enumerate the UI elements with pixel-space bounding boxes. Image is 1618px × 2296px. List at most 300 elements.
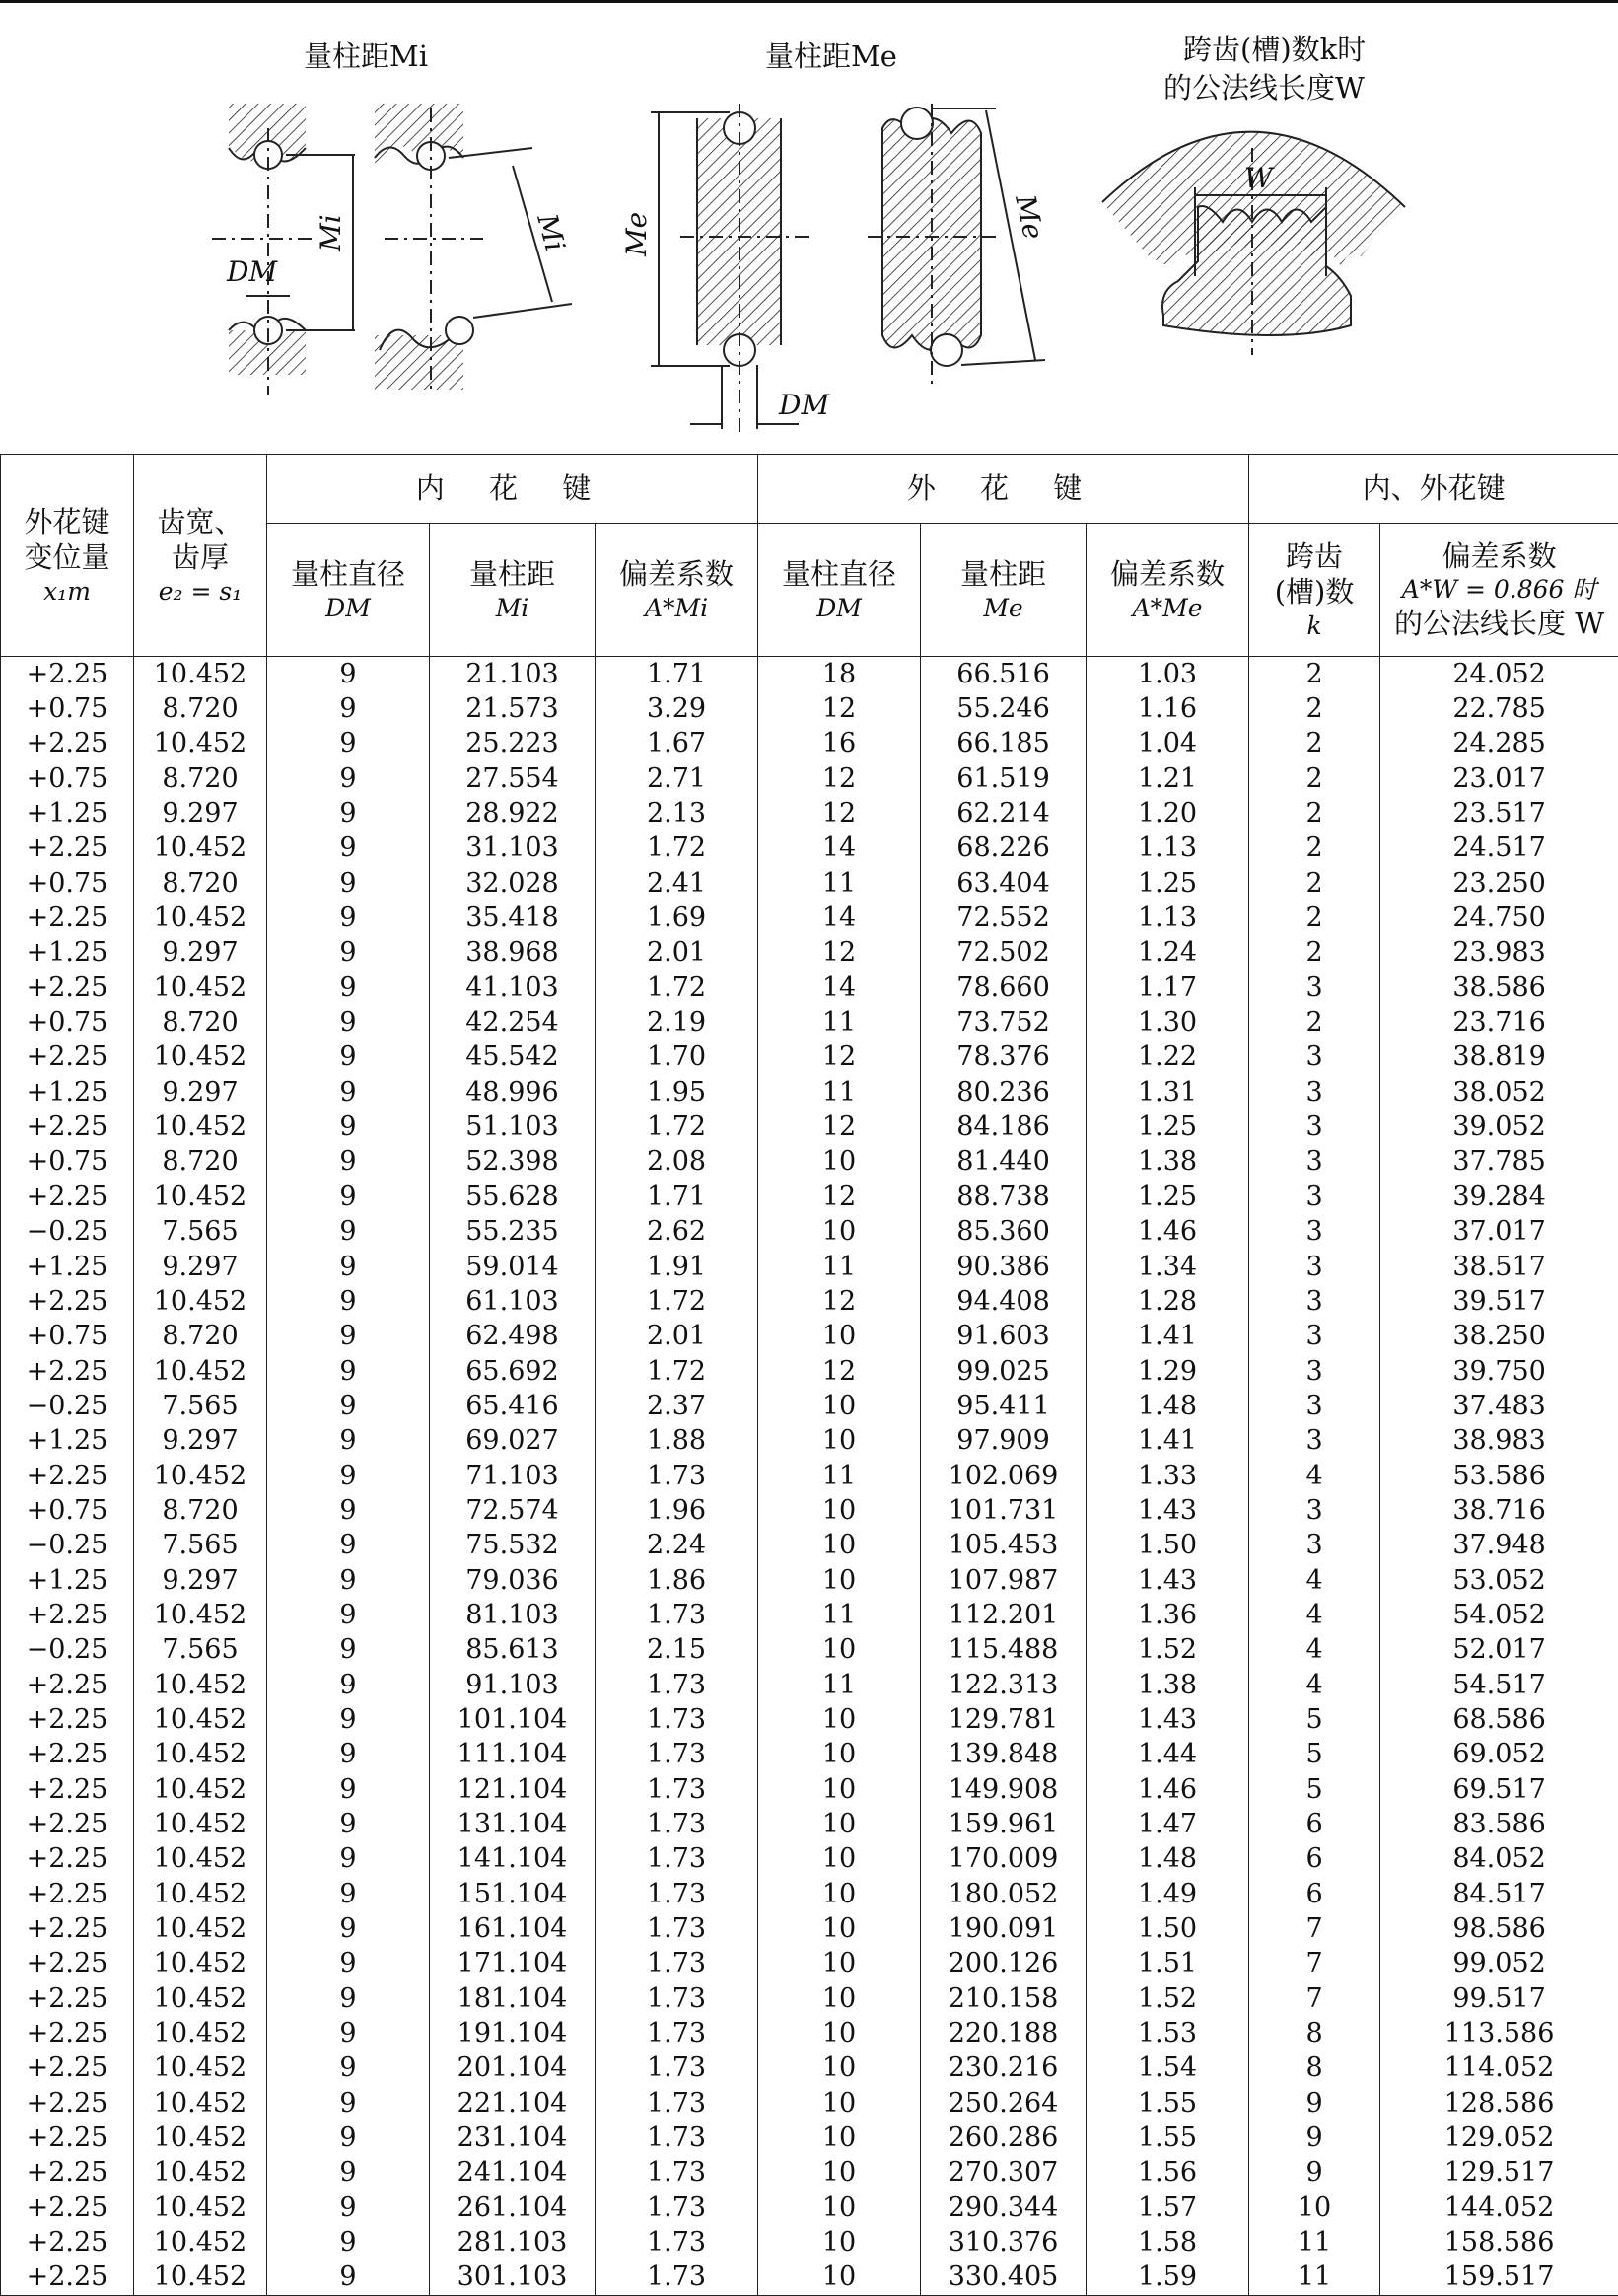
table-cell: 12 bbox=[758, 1354, 921, 1389]
table-cell: 12 bbox=[758, 1284, 921, 1319]
table-row bbox=[1, 2051, 1618, 2086]
table-cell: 170.009 bbox=[921, 1842, 1087, 1877]
table-cell: 129.781 bbox=[921, 1702, 1087, 1737]
table-cell: 3 bbox=[1249, 1215, 1380, 1250]
table-cell: +2.25 bbox=[1, 657, 134, 692]
table-cell: 2.19 bbox=[596, 1005, 758, 1040]
table-cell: 1.55 bbox=[1087, 2120, 1249, 2155]
table-cell: 39.750 bbox=[1380, 1354, 1618, 1389]
table-body bbox=[1, 657, 1618, 2296]
table-cell: 95.411 bbox=[921, 1389, 1087, 1423]
table-cell: 1.73 bbox=[596, 1772, 758, 1807]
table-cell: 1.48 bbox=[1087, 1842, 1249, 1877]
table-cell: 9 bbox=[267, 2225, 430, 2260]
table-cell: 122.313 bbox=[921, 1668, 1087, 1702]
table-cell: 144.052 bbox=[1380, 2190, 1618, 2225]
table-cell: 3 bbox=[1249, 1320, 1380, 1354]
table-cell: 1.52 bbox=[1087, 1981, 1249, 2016]
table-cell: 1.44 bbox=[1087, 1738, 1249, 1772]
table-cell: 9.297 bbox=[134, 1250, 267, 1284]
table-cell: 14 bbox=[758, 970, 921, 1005]
label-mi-2: Mi bbox=[530, 210, 572, 255]
table-cell: 1.25 bbox=[1087, 866, 1249, 900]
table-cell: 11 bbox=[758, 1075, 921, 1110]
table-cell: 52.017 bbox=[1380, 1633, 1618, 1668]
table-cell: 1.38 bbox=[1087, 1668, 1249, 1702]
table-cell: 18 bbox=[758, 657, 921, 692]
table-cell: 2.01 bbox=[596, 1320, 758, 1354]
table-row bbox=[1, 1877, 1618, 1911]
table-row bbox=[1, 796, 1618, 830]
table-cell: 14 bbox=[758, 831, 921, 866]
table-cell: 12 bbox=[758, 761, 921, 796]
table-cell: 1.25 bbox=[1087, 1180, 1249, 1214]
table-cell: +2.25 bbox=[1, 1807, 134, 1841]
table-cell: 69.517 bbox=[1380, 1772, 1618, 1807]
table-cell: 5 bbox=[1249, 1738, 1380, 1772]
table-row bbox=[1, 2260, 1618, 2296]
table-cell: 99.025 bbox=[921, 1354, 1087, 1389]
table-cell: 159.517 bbox=[1380, 2260, 1618, 2296]
table-cell: 1.73 bbox=[596, 1807, 758, 1841]
table-cell: 12 bbox=[758, 1180, 921, 1214]
table-cell: 171.104 bbox=[430, 1947, 596, 1981]
table-cell: 3 bbox=[1249, 1075, 1380, 1110]
table-cell: 3 bbox=[1249, 1424, 1380, 1459]
table-cell: 1.72 bbox=[596, 1110, 758, 1144]
table-cell: 9 bbox=[267, 1877, 430, 1911]
table-cell: 71.103 bbox=[430, 1459, 596, 1493]
header-mi: 量柱距 Mi bbox=[430, 524, 596, 657]
table-cell: +2.25 bbox=[1, 1981, 134, 2016]
table-cell: 290.344 bbox=[921, 2190, 1087, 2225]
table-cell: 16 bbox=[758, 727, 921, 761]
table-cell: 10.452 bbox=[134, 1738, 267, 1772]
table-cell: +2.25 bbox=[1, 970, 134, 1005]
table-cell: 158.586 bbox=[1380, 2225, 1618, 2260]
table-cell: 101.731 bbox=[921, 1493, 1087, 1528]
table-cell: 12 bbox=[758, 1110, 921, 1144]
table-cell: 8.720 bbox=[134, 1320, 267, 1354]
table-cell: 10.452 bbox=[134, 1284, 267, 1319]
table-cell: 301.103 bbox=[430, 2260, 596, 2296]
table-cell: 1.73 bbox=[596, 2016, 758, 2050]
table-row bbox=[1, 1668, 1618, 1702]
table-cell: 9 bbox=[267, 1459, 430, 1493]
table-row bbox=[1, 900, 1618, 935]
table-cell: 9 bbox=[267, 1005, 430, 1040]
table-cell: 37.948 bbox=[1380, 1529, 1618, 1563]
table-cell: 1.46 bbox=[1087, 1215, 1249, 1250]
table-cell: 78.660 bbox=[921, 970, 1087, 1005]
table-cell: 10.452 bbox=[134, 1354, 267, 1389]
table-row bbox=[1, 727, 1618, 761]
table-cell: +2.25 bbox=[1, 1842, 134, 1877]
table-cell: 9 bbox=[267, 1215, 430, 1250]
table-cell: 27.554 bbox=[430, 761, 596, 796]
table-cell: 68.586 bbox=[1380, 1702, 1618, 1737]
figure-mi bbox=[212, 104, 572, 395]
table-cell: 11 bbox=[758, 1598, 921, 1632]
table-cell: 1.72 bbox=[596, 1354, 758, 1389]
table-cell: 2.37 bbox=[596, 1389, 758, 1423]
table-cell: 1.73 bbox=[596, 1947, 758, 1981]
table-cell: 10.452 bbox=[134, 1702, 267, 1737]
table-cell: 10.452 bbox=[134, 1947, 267, 1981]
table-cell: 3 bbox=[1249, 1250, 1380, 1284]
table-cell: 9.297 bbox=[134, 1563, 267, 1598]
table-cell: 10 bbox=[758, 1702, 921, 1737]
table-cell: 3 bbox=[1249, 1529, 1380, 1563]
table-cell: 151.104 bbox=[430, 1877, 596, 1911]
table-cell: 1.59 bbox=[1087, 2260, 1249, 2296]
table-cell: 10 bbox=[758, 1772, 921, 1807]
table-cell: 69.052 bbox=[1380, 1738, 1618, 1772]
table-cell: 9 bbox=[267, 1284, 430, 1319]
table-cell: 10.452 bbox=[134, 1842, 267, 1877]
table-cell: 5 bbox=[1249, 1702, 1380, 1737]
table-cell: 1.73 bbox=[596, 1911, 758, 1946]
table-cell: 85.360 bbox=[921, 1215, 1087, 1250]
table-cell: 9 bbox=[267, 727, 430, 761]
table-cell: 10.452 bbox=[134, 831, 267, 866]
table-cell: 9 bbox=[267, 2260, 430, 2296]
table-cell: 1.36 bbox=[1087, 1598, 1249, 1632]
table-cell: 10 bbox=[758, 1842, 921, 1877]
table-cell: 35.418 bbox=[430, 900, 596, 935]
caption-mi: 量柱距Mi bbox=[304, 39, 428, 73]
table-row bbox=[1, 1807, 1618, 1841]
table-cell: 2 bbox=[1249, 1005, 1380, 1040]
table-row bbox=[1, 761, 1618, 796]
label-dm-1: DM bbox=[227, 255, 278, 288]
table-cell: 23.716 bbox=[1380, 1005, 1618, 1040]
table-cell: 84.052 bbox=[1380, 1842, 1618, 1877]
table-cell: 1.46 bbox=[1087, 1772, 1249, 1807]
table-row bbox=[1, 657, 1618, 692]
table-cell: 2.15 bbox=[596, 1633, 758, 1668]
table-cell: 8.720 bbox=[134, 691, 267, 726]
table-cell: 121.104 bbox=[430, 1772, 596, 1807]
table-cell: 38.586 bbox=[1380, 970, 1618, 1005]
table-cell: 22.785 bbox=[1380, 691, 1618, 726]
table-cell: 59.014 bbox=[430, 1250, 596, 1284]
table-cell: 39.052 bbox=[1380, 1110, 1618, 1144]
table-cell: 1.30 bbox=[1087, 1005, 1249, 1040]
table-cell: 10.452 bbox=[134, 1180, 267, 1214]
table-cell: 81.103 bbox=[430, 1598, 596, 1632]
table-cell: 1.73 bbox=[596, 2260, 758, 2296]
table-cell: +2.25 bbox=[1, 2225, 134, 2260]
table-cell: +2.25 bbox=[1, 831, 134, 866]
table-cell: 1.38 bbox=[1087, 1145, 1249, 1180]
table-cell: 231.104 bbox=[430, 2120, 596, 2155]
table-cell: 61.519 bbox=[921, 761, 1087, 796]
table-cell: 1.73 bbox=[596, 1981, 758, 2016]
table-cell: 1.67 bbox=[596, 727, 758, 761]
table-cell: 107.987 bbox=[921, 1563, 1087, 1598]
table-cell: 1.73 bbox=[596, 2120, 758, 2155]
table-cell: 9 bbox=[267, 1250, 430, 1284]
table-cell: 330.405 bbox=[921, 2260, 1087, 2296]
table-cell: 38.250 bbox=[1380, 1320, 1618, 1354]
table-cell: 38.517 bbox=[1380, 1250, 1618, 1284]
table-cell: 23.517 bbox=[1380, 796, 1618, 830]
table-cell: +2.25 bbox=[1, 2190, 134, 2225]
table-row bbox=[1, 1493, 1618, 1528]
table-cell: 10 bbox=[758, 2260, 921, 2296]
table-cell: 99.517 bbox=[1380, 1981, 1618, 2016]
table-cell: −0.25 bbox=[1, 1215, 134, 1250]
table-cell: 9 bbox=[267, 1110, 430, 1144]
table-cell: 66.185 bbox=[921, 727, 1087, 761]
table-cell: 54.052 bbox=[1380, 1598, 1618, 1632]
table-cell: 1.25 bbox=[1087, 1110, 1249, 1144]
table-cell: 10.452 bbox=[134, 1981, 267, 2016]
table-cell: 78.376 bbox=[921, 1040, 1087, 1075]
table-cell: 2 bbox=[1249, 727, 1380, 761]
table-row bbox=[1, 1702, 1618, 1737]
table-row bbox=[1, 1424, 1618, 1459]
table-cell: +1.25 bbox=[1, 796, 134, 830]
table-cell: 10 bbox=[758, 1981, 921, 2016]
table-cell: 80.236 bbox=[921, 1075, 1087, 1110]
measurement-figures bbox=[0, 10, 1618, 444]
table-cell: 1.73 bbox=[596, 2225, 758, 2260]
table-cell: 4 bbox=[1249, 1563, 1380, 1598]
table-cell: 52.398 bbox=[430, 1145, 596, 1180]
table-cell: 8.720 bbox=[134, 1493, 267, 1528]
table-cell: 84.517 bbox=[1380, 1877, 1618, 1911]
table-row bbox=[1, 1981, 1618, 2016]
table-cell: 2 bbox=[1249, 691, 1380, 726]
table-cell: 310.376 bbox=[921, 2225, 1087, 2260]
table-cell: 7.565 bbox=[134, 1389, 267, 1423]
header-dm-external: 量柱直径 DM bbox=[758, 524, 921, 657]
table-cell: 8.720 bbox=[134, 866, 267, 900]
table-cell: 24.517 bbox=[1380, 831, 1618, 866]
table-cell: 88.738 bbox=[921, 1180, 1087, 1214]
table-row bbox=[1, 2086, 1618, 2120]
table-cell: 105.453 bbox=[921, 1529, 1087, 1563]
table-cell: 3 bbox=[1249, 1110, 1380, 1144]
table-cell: 220.188 bbox=[921, 2016, 1087, 2050]
table-cell: 129.052 bbox=[1380, 2120, 1618, 2155]
table-cell: +2.25 bbox=[1, 2260, 134, 2296]
table-cell: +2.25 bbox=[1, 1772, 134, 1807]
table-cell: 261.104 bbox=[430, 2190, 596, 2225]
table-cell: 9 bbox=[267, 1424, 430, 1459]
table-cell: 101.104 bbox=[430, 1702, 596, 1737]
table-cell: 141.104 bbox=[430, 1842, 596, 1877]
table-cell: 10.452 bbox=[134, 1110, 267, 1144]
table-cell: +2.25 bbox=[1, 900, 134, 935]
table-cell: 10.452 bbox=[134, 1459, 267, 1493]
table-cell: +2.25 bbox=[1, 1040, 134, 1075]
table-cell: 39.284 bbox=[1380, 1180, 1618, 1214]
table-cell: 1.73 bbox=[596, 2190, 758, 2225]
table-cell: 10 bbox=[758, 2120, 921, 2155]
table-cell: 1.13 bbox=[1087, 831, 1249, 866]
table-cell: 10 bbox=[758, 1389, 921, 1423]
table-cell: 9 bbox=[267, 1075, 430, 1110]
table-cell: 12 bbox=[758, 796, 921, 830]
table-cell: 10 bbox=[758, 1320, 921, 1354]
table-cell: 9 bbox=[267, 1040, 430, 1075]
table-cell: 7.565 bbox=[134, 1215, 267, 1250]
table-cell: 11 bbox=[758, 1668, 921, 1702]
label-me-1: Me bbox=[620, 211, 653, 256]
table-cell: 81.440 bbox=[921, 1145, 1087, 1180]
table-cell: 1.33 bbox=[1087, 1459, 1249, 1493]
table-cell: 1.73 bbox=[596, 2086, 758, 2120]
table-cell: 1.41 bbox=[1087, 1320, 1249, 1354]
table-cell: 9 bbox=[267, 2086, 430, 2120]
table-cell: 1.13 bbox=[1087, 900, 1249, 935]
table-cell: 42.254 bbox=[430, 1005, 596, 1040]
table-cell: +2.25 bbox=[1, 1459, 134, 1493]
table-cell: 1.57 bbox=[1087, 2190, 1249, 2225]
figure-w bbox=[1102, 132, 1405, 355]
table-row bbox=[1, 1215, 1618, 1250]
table-cell: 9 bbox=[267, 1842, 430, 1877]
table-cell: 12 bbox=[758, 691, 921, 726]
table-cell: 83.586 bbox=[1380, 1807, 1618, 1841]
table-row bbox=[1, 1145, 1618, 1180]
table-cell: 11 bbox=[758, 1459, 921, 1493]
table-cell: +2.25 bbox=[1, 2051, 134, 2086]
table-cell: 10.452 bbox=[134, 2086, 267, 2120]
table-cell: 9 bbox=[267, 1947, 430, 1981]
table-cell: 1.73 bbox=[596, 1738, 758, 1772]
table-cell: +2.25 bbox=[1, 1738, 134, 1772]
table-cell: 32.028 bbox=[430, 866, 596, 900]
table-row bbox=[1, 1598, 1618, 1632]
table-cell: 1.50 bbox=[1087, 1529, 1249, 1563]
table-cell: 41.103 bbox=[430, 970, 596, 1005]
table-cell: 1.29 bbox=[1087, 1354, 1249, 1389]
table-cell: 3 bbox=[1249, 1284, 1380, 1319]
table-cell: 1.20 bbox=[1087, 796, 1249, 830]
table-cell: 11 bbox=[758, 866, 921, 900]
table-cell: 9 bbox=[1249, 2156, 1380, 2190]
table-row bbox=[1, 936, 1618, 970]
table-cell: 85.613 bbox=[430, 1633, 596, 1668]
table-cell: 250.264 bbox=[921, 2086, 1087, 2120]
table-cell: 61.103 bbox=[430, 1284, 596, 1319]
table-cell: 9 bbox=[267, 970, 430, 1005]
table-cell: 10 bbox=[758, 2016, 921, 2050]
table-cell: 149.908 bbox=[921, 1772, 1087, 1807]
table-cell: 1.43 bbox=[1087, 1702, 1249, 1737]
table-cell: +2.25 bbox=[1, 1911, 134, 1946]
table-cell: 1.73 bbox=[596, 1598, 758, 1632]
table-cell: 10 bbox=[758, 1493, 921, 1528]
table-cell: 2 bbox=[1249, 900, 1380, 935]
table-cell: 3 bbox=[1249, 1354, 1380, 1389]
table-cell: +0.75 bbox=[1, 1145, 134, 1180]
table-cell: 9.297 bbox=[134, 1424, 267, 1459]
table-cell: +1.25 bbox=[1, 1563, 134, 1598]
table-cell: 270.307 bbox=[921, 2156, 1087, 2190]
table-cell: 260.286 bbox=[921, 2120, 1087, 2155]
table-row bbox=[1, 1110, 1618, 1144]
table-cell: 1.34 bbox=[1087, 1250, 1249, 1284]
table-cell: 1.22 bbox=[1087, 1040, 1249, 1075]
table-cell: 1.70 bbox=[596, 1040, 758, 1075]
table-cell: 10.452 bbox=[134, 970, 267, 1005]
table-cell: 1.21 bbox=[1087, 761, 1249, 796]
table-cell: 10.452 bbox=[134, 2120, 267, 2155]
table-cell: 38.983 bbox=[1380, 1424, 1618, 1459]
table-cell: 54.517 bbox=[1380, 1668, 1618, 1702]
table-cell: 9 bbox=[267, 1563, 430, 1598]
table-cell: 1.48 bbox=[1087, 1389, 1249, 1423]
table-cell: 9 bbox=[267, 2051, 430, 2086]
table-cell: 112.201 bbox=[921, 1598, 1087, 1632]
table-row bbox=[1, 970, 1618, 1005]
table-cell: 24.052 bbox=[1380, 657, 1618, 692]
group-header-external: 外 花 键 bbox=[758, 455, 1249, 524]
table-cell: 4 bbox=[1249, 1668, 1380, 1702]
table-cell: 2 bbox=[1249, 831, 1380, 866]
table-cell: 7.565 bbox=[134, 1633, 267, 1668]
header-dm-internal: 量柱直径 DM bbox=[267, 524, 430, 657]
table-cell: 65.692 bbox=[430, 1354, 596, 1389]
table-cell: 1.51 bbox=[1087, 1947, 1249, 1981]
table-cell: 181.104 bbox=[430, 1981, 596, 2016]
table-cell: 1.86 bbox=[596, 1563, 758, 1598]
table-cell: 10.452 bbox=[134, 1877, 267, 1911]
table-cell: 180.052 bbox=[921, 1877, 1087, 1911]
caption-w-line2: 的公法线长度W bbox=[1163, 71, 1365, 105]
table-cell: 8.720 bbox=[134, 761, 267, 796]
table-cell: 55.246 bbox=[921, 691, 1087, 726]
spline-data-table bbox=[0, 454, 1618, 2296]
table-cell: 72.552 bbox=[921, 900, 1087, 935]
table-cell: 53.052 bbox=[1380, 1563, 1618, 1598]
table-cell: 2 bbox=[1249, 936, 1380, 970]
table-cell: 1.72 bbox=[596, 1284, 758, 1319]
table-cell: 23.017 bbox=[1380, 761, 1618, 796]
table-cell: 37.785 bbox=[1380, 1145, 1618, 1180]
table-cell: 10 bbox=[758, 1563, 921, 1598]
table-cell: 191.104 bbox=[430, 2016, 596, 2050]
table-cell: 10.452 bbox=[134, 1598, 267, 1632]
table-cell: 8.720 bbox=[134, 1145, 267, 1180]
table-cell: 2.01 bbox=[596, 936, 758, 970]
table-cell: 9 bbox=[267, 866, 430, 900]
table-cell: 37.483 bbox=[1380, 1389, 1618, 1423]
table-cell: 161.104 bbox=[430, 1911, 596, 1946]
table-cell: 10.452 bbox=[134, 1807, 267, 1841]
table-cell: 9 bbox=[267, 796, 430, 830]
table-cell: +1.25 bbox=[1, 1250, 134, 1284]
table-cell: 14 bbox=[758, 900, 921, 935]
table-cell: 3 bbox=[1249, 1145, 1380, 1180]
caption-me: 量柱距Me bbox=[765, 39, 897, 73]
table-cell: 9 bbox=[267, 1807, 430, 1841]
table-row bbox=[1, 1911, 1618, 1946]
table-cell: 9 bbox=[267, 1598, 430, 1632]
table-cell: 48.996 bbox=[430, 1075, 596, 1110]
table-cell: 97.909 bbox=[921, 1424, 1087, 1459]
table-cell: +0.75 bbox=[1, 691, 134, 726]
table-cell: 38.052 bbox=[1380, 1075, 1618, 1110]
table-row bbox=[1, 1738, 1618, 1772]
table-cell: 1.49 bbox=[1087, 1877, 1249, 1911]
table-cell: +2.25 bbox=[1, 2156, 134, 2190]
